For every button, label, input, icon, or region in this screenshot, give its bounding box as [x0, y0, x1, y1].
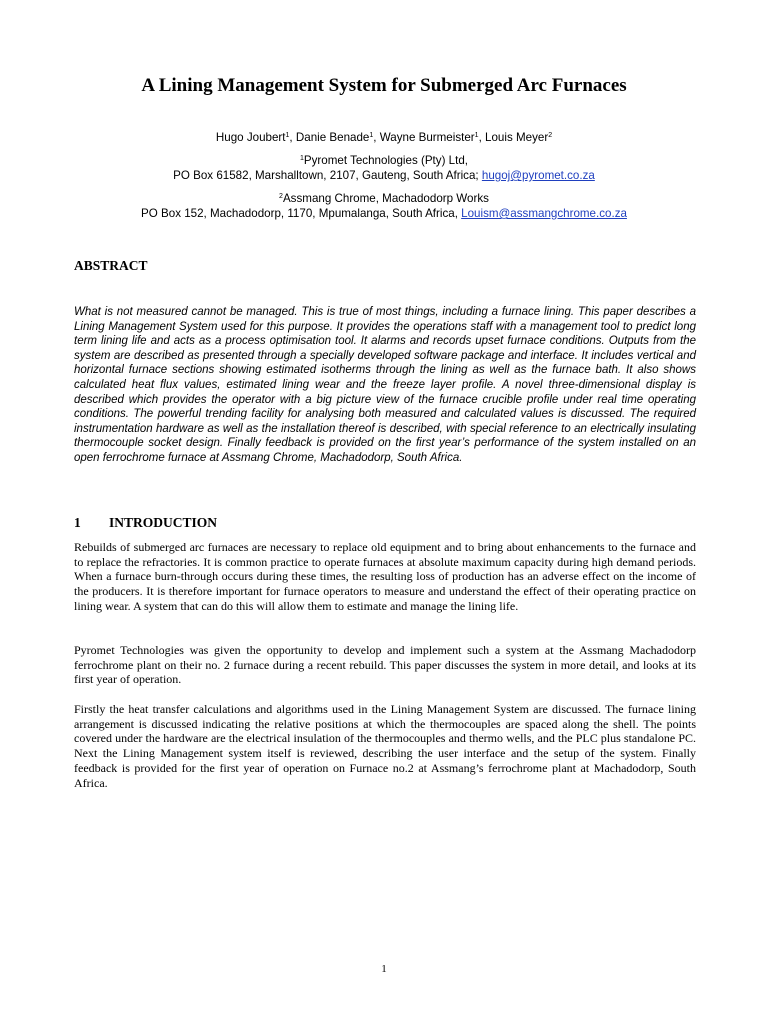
- author-name: Louis Meyer: [485, 131, 549, 144]
- email-link[interactable]: Louism@assmangchrome.co.za: [461, 207, 627, 220]
- affiliation-name: Pyromet Technologies (Pty) Ltd,: [303, 154, 468, 167]
- affiliation-mark: 2: [548, 132, 553, 139]
- affiliation-1: [60, 153, 708, 183]
- author-separator: ,: [289, 131, 296, 144]
- affiliation-2: [60, 191, 708, 221]
- affiliation-mark: 1: [299, 155, 304, 162]
- affiliation-mark: 2: [279, 193, 283, 200]
- email-link[interactable]: hugoj@pyromet.co.za: [481, 169, 595, 182]
- affiliation-address: PO Box 152, Machadodorp, 1170, Mpumalanga, South Africa,: [141, 207, 462, 220]
- author-name: Danie Benade: [295, 131, 370, 144]
- paper-title: A Lining Management System for Submerged Arc Furnaces: [141, 75, 627, 96]
- affiliation-mark: 1: [369, 132, 374, 139]
- affiliation-mark: 1: [474, 132, 479, 139]
- affiliation-address: PO Box 61582, Marshalltown, 2107, Gauteng, South Africa;: [173, 169, 482, 182]
- author-separator: ,: [478, 131, 486, 144]
- abstract-heading: ABSTRACT: [74, 258, 148, 273]
- affiliation-name: Assmang Chrome, Machadodorp Works: [282, 192, 489, 205]
- introduction-heading: [74, 514, 217, 531]
- introduction-paragraph-1: Rebuilds of submerged arc furnaces are necessary to replace old equipment and to bring about enhancements to the furnace and to replace the refractories. It is common practice to operate furnaces at absolute maximum capacity during high demand periods. When a furnace burn-through occurs during these times, the resulting loss of production has an adverse effect on the income of the producers. It is therefore important for furnace operators to measure and understand the effect of their operating practice on lining wear. A system that can do this will allow them to estimate and manage the lining life.: [74, 540, 696, 613]
- section-number: 1: [74, 515, 81, 530]
- affiliation-mark: 1: [285, 132, 290, 139]
- introduction-paragraph-3: Firstly the heat transfer calculations and algorithms used in the Lining Management System are discussed. The furnace lining arrangement is discussed indicating the relative positions at which the thermocouples are spaced along the shell. The points covered under the hardware are the electrical insulation of the thermocouples and thermo wells, and the PLC plus standalone PC. Next the Lining Management system itself is reviewed, describing the user interface and the setup of the system. Finally feedback is provided for the first year of operation on Furnace no.2 at Assmang’s ferrochrome plant at Machadodorp, South Africa.: [74, 702, 696, 790]
- author-name: Wayne Burmeister: [379, 131, 475, 144]
- introduction-paragraph-2: Pyromet Technologies was given the opportunity to develop and implement such a system at the Assmang Machadodorp ferrochrome plant on their no. 2 furnace during a recent rebuild. This paper discusses the system in more detail, and looks at its first year of operation.: [74, 643, 696, 687]
- section-title: INTRODUCTION: [109, 515, 218, 530]
- abstract-text: What is not measured cannot be managed. This is true of most things, including a furnace lining. This paper describes a Lining Management System used for this purpose. It provides the operations staff with a management tool to predict long term lining life and acts as a process optimisation tool. It alarms and records upset furnace conditions. Outputs from the system are described as presented through a specially developed software package and interface. It includes vertical and horizontal furnace sections showing estimated isotherms through the lining as well as the furnace bath. It also shows calculated heat flux values, estimated lining wear and the freeze layer profile. A novel three-dimensional display is described which provides the operator with a big picture view of the furnace crucible profile under real time operating conditions. The powerful trending facility for analysing both measured and calculated values is discussed. The required instrumentation hardware as well as the installation thereof is described, with special reference to an electrically insulating thermocouple socket design. Finally feedback is provided on the first year’s performance of the system installed on an open ferrochrome furnace at Assmang Chrome, Machadodorp, South Africa.: [74, 306, 696, 464]
- author-name: Hugo Joubert: [215, 131, 286, 144]
- page-number: 1: [381, 963, 387, 975]
- author-list: [60, 130, 708, 145]
- author-separator: ,: [373, 131, 380, 144]
